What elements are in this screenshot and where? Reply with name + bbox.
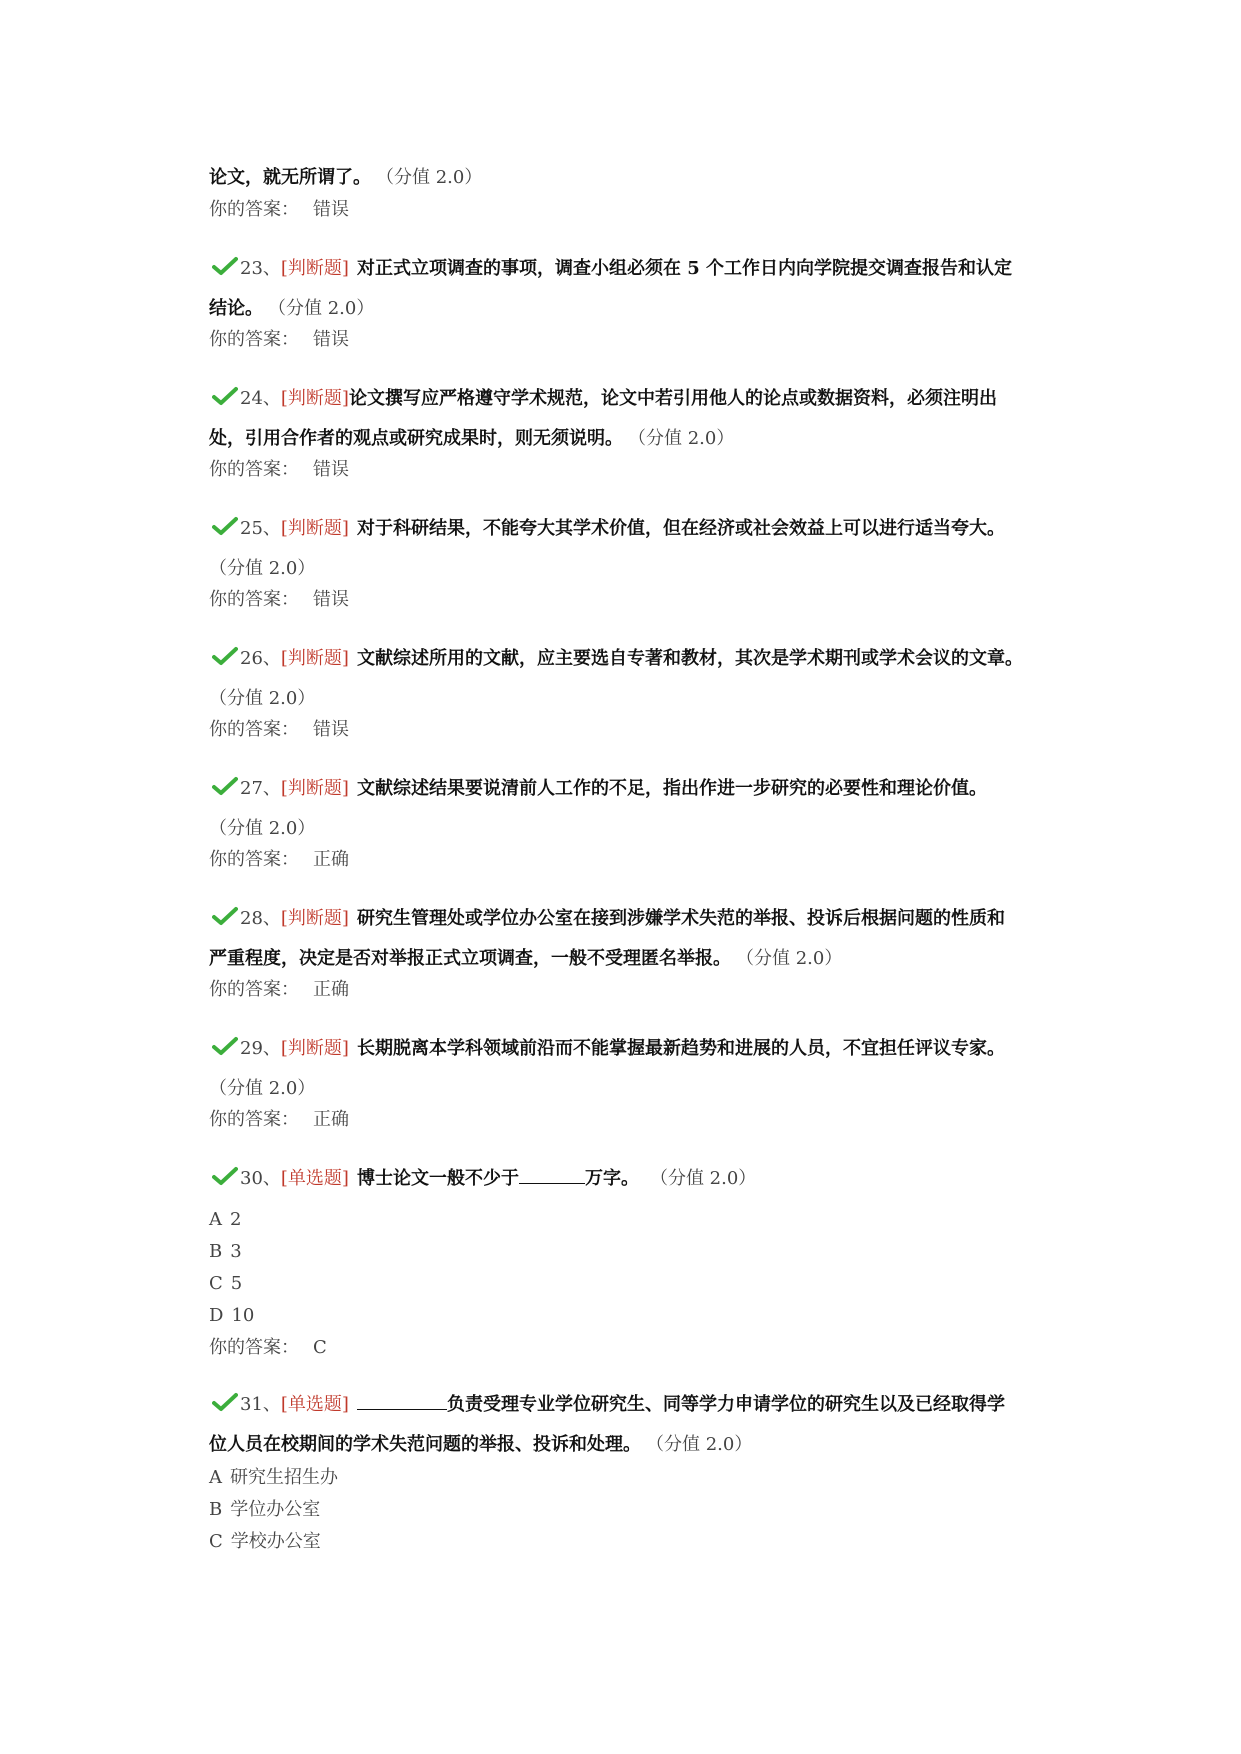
answer-row <box>209 1108 349 1132</box>
question-text-cont: 结论。 <box>209 298 263 319</box>
answer-label: 你的答案： <box>209 849 299 870</box>
option-a <box>209 1208 241 1232</box>
option-b <box>209 1240 242 1264</box>
answer-row <box>209 328 349 352</box>
question-number: 30、 <box>240 1168 281 1189</box>
question-28-header <box>212 906 1005 931</box>
question-26-header <box>212 646 1023 671</box>
score-label: （分值 2.0） <box>745 948 843 969</box>
option-letter: D <box>209 1305 224 1326</box>
answer-value: 正确 <box>313 1109 349 1130</box>
option-text: 学校办公室 <box>230 1531 321 1552</box>
option-letter: C <box>209 1531 223 1552</box>
question-text: 对于科研结果，不能夸大其学术价值，但在经济或社会效益上可以进行适当夸大。 <box>356 518 1005 539</box>
question-31-header <box>212 1392 1005 1417</box>
correct-check-icon <box>212 776 238 796</box>
question-text: 负责受理专业学位研究生、同等学力申请学位的研究生以及已经取得学 <box>446 1394 1005 1415</box>
score-label: （分值 2.0） <box>637 428 735 449</box>
correct-check-icon <box>212 1036 238 1056</box>
correct-check-icon <box>212 256 238 276</box>
option-text: 10 <box>231 1305 255 1326</box>
question-25-line2 <box>209 557 315 581</box>
score-label: （分值 2.0） <box>209 818 316 839</box>
score-label: （分值 2.0） <box>209 558 316 579</box>
question-30-header <box>212 1166 756 1191</box>
question-text-cont: 严重程度，决定是否对举报正式立项调查，一般不受理匿名举报。 <box>209 948 731 969</box>
question-number: 31、 <box>240 1394 281 1415</box>
option-c <box>209 1272 242 1296</box>
score-label: （分值 2.0） <box>277 298 375 319</box>
question-text-cont: 处，引用合作者的观点或研究成果时，则无须说明。 <box>209 428 623 449</box>
question-number: 27、 <box>240 778 281 799</box>
correct-check-icon <box>212 1392 238 1412</box>
question-23-line2 <box>209 297 374 321</box>
question-text: 长期脱离本学科领域前沿而不能掌握最新趋势和进展的人员，不宜担任评议专家。 <box>356 1038 1005 1059</box>
question-text-after: 万字。 <box>584 1168 639 1189</box>
answer-row <box>209 458 349 482</box>
option-b <box>209 1498 320 1522</box>
score-label: （分值 2.0） <box>655 1434 753 1455</box>
question-number: 26、 <box>240 648 281 669</box>
question-type-tag: [判断题] <box>280 518 349 539</box>
fill-blank-line <box>357 1407 447 1410</box>
answer-value: 错误 <box>313 459 349 480</box>
question-text: 文献综述结果要说清前人工作的不足，指出作进一步研究的必要性和理论价值。 <box>356 778 987 799</box>
question-type-tag: [单选题] <box>280 1394 349 1415</box>
answer-value: 正确 <box>313 979 349 1000</box>
question-text: 研究生管理处或学位办公室在接到涉嫌学术失范的举报、投诉后根据问题的性质和 <box>356 908 1005 929</box>
option-letter: A <box>209 1209 222 1230</box>
question-number: 29、 <box>240 1038 281 1059</box>
answer-label: 你的答案： <box>209 329 299 350</box>
answer-label: 你的答案： <box>209 1337 299 1358</box>
option-c <box>209 1530 321 1554</box>
question-text: 博士论文一般不少于 <box>356 1168 519 1189</box>
correct-check-icon <box>212 1166 238 1186</box>
correct-check-icon <box>212 906 238 926</box>
answer-label: 你的答案： <box>209 719 299 740</box>
question-23-header <box>212 256 1012 281</box>
option-letter: A <box>209 1467 222 1488</box>
question-26-line2 <box>209 687 315 711</box>
question-text-cont: 位人员在校期间的学术失范问题的举报、投诉和处理。 <box>209 1434 641 1455</box>
answer-label: 你的答案： <box>209 459 299 480</box>
question-text: 对正式立项调查的事项，调查小组必须在 5 个工作日内向学院提交调查报告和认定 <box>356 258 1013 279</box>
answer-row <box>209 198 349 222</box>
correct-check-icon <box>212 386 238 406</box>
question-31-line2 <box>209 1433 752 1457</box>
question-27-line2 <box>209 817 315 841</box>
answer-label: 你的答案： <box>209 199 299 220</box>
score-label: （分值 2.0） <box>209 1078 316 1099</box>
question-type-tag: [判断题] <box>280 258 349 279</box>
answer-value: 错误 <box>313 199 349 220</box>
option-letter: B <box>209 1241 223 1262</box>
question-type-tag: [判断题] <box>280 1038 349 1059</box>
answer-row <box>209 588 349 612</box>
answer-value: C <box>313 1337 327 1358</box>
question-type-tag: [判断题] <box>280 388 349 409</box>
option-letter: B <box>209 1499 223 1520</box>
question-number: 25、 <box>240 518 281 539</box>
answer-row <box>209 1336 327 1360</box>
question-24-line2 <box>209 427 734 451</box>
option-a <box>209 1466 338 1490</box>
question-text: 论文撰写应严格遵守学术规范，论文中若引用他人的论点或数据资料，必须注明出 <box>348 388 997 409</box>
question-text: 论文，就无所谓了。 <box>209 167 371 188</box>
question-text: 文献综述所用的文献，应主要选自专著和教材，其次是学术期刊或学术会议的文章。 <box>356 648 1023 669</box>
question-type-tag: [判断题] <box>280 908 349 929</box>
answer-value: 错误 <box>313 589 349 610</box>
option-text: 学位办公室 <box>230 1499 321 1520</box>
fill-blank-line <box>519 1181 585 1184</box>
answer-value: 错误 <box>313 329 349 350</box>
question-number: 23、 <box>240 258 281 279</box>
question-25-header <box>212 516 1005 541</box>
option-letter: C <box>209 1273 223 1294</box>
option-text: 5 <box>230 1273 243 1294</box>
answer-value: 正确 <box>313 849 349 870</box>
answer-label: 你的答案： <box>209 1109 299 1130</box>
score-label: （分值 2.0） <box>658 1168 757 1189</box>
question-24-header <box>212 386 997 411</box>
answer-row <box>209 848 349 872</box>
question-number: 28、 <box>240 908 281 929</box>
answer-label: 你的答案： <box>209 979 299 1000</box>
answer-value: 错误 <box>313 719 349 740</box>
question-29-line2 <box>209 1077 315 1101</box>
correct-check-icon <box>212 516 238 536</box>
question-22-continuation <box>209 166 482 190</box>
correct-check-icon <box>212 646 238 666</box>
question-type-tag: [判断题] <box>280 648 349 669</box>
question-29-header <box>212 1036 1005 1061</box>
answer-label: 你的答案： <box>209 589 299 610</box>
option-text: 3 <box>230 1241 242 1262</box>
question-number: 24、 <box>240 388 281 409</box>
score-label: （分值 2.0） <box>209 688 316 709</box>
question-28-line2 <box>209 947 842 971</box>
question-type-tag: [单选题] <box>280 1168 349 1189</box>
option-text: 研究生招生办 <box>230 1467 338 1488</box>
answer-row <box>209 978 349 1002</box>
question-27-header <box>212 776 987 801</box>
option-text: 2 <box>230 1209 242 1230</box>
option-d <box>209 1304 254 1328</box>
answer-row <box>209 718 349 742</box>
score-label: （分值 2.0） <box>385 167 483 188</box>
question-type-tag: [判断题] <box>280 778 349 799</box>
